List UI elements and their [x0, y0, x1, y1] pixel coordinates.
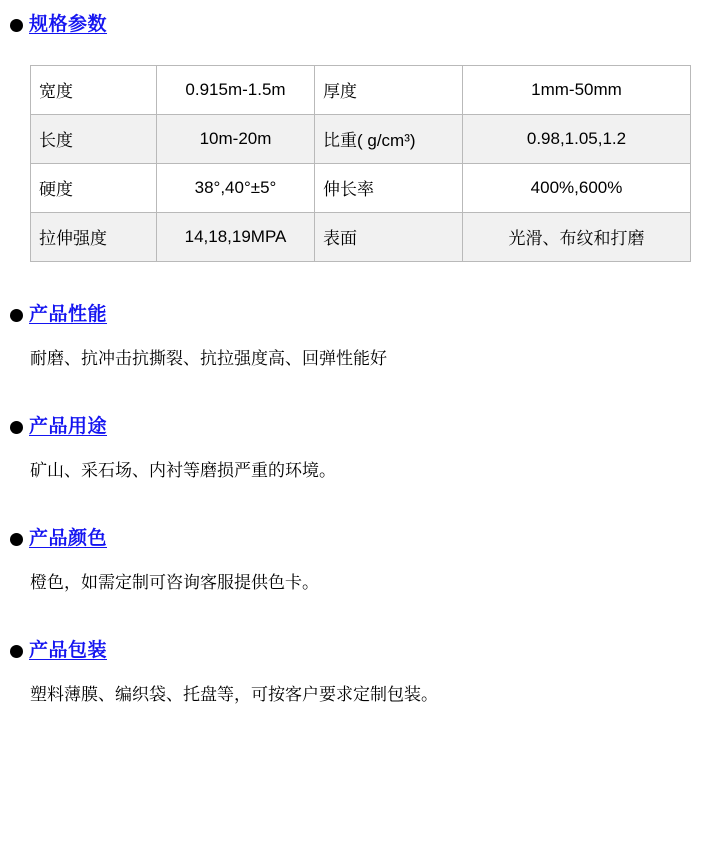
spec-label: 比重( g/cm³): [315, 114, 463, 163]
color-section-heading: [0, 528, 708, 551]
bullet-icon: [10, 309, 23, 322]
table-row: [31, 65, 691, 114]
performance-section-title: 产品性能: [29, 303, 108, 325]
bullet-icon: [10, 421, 23, 434]
usage-section-title: 产品用途: [29, 415, 108, 437]
spec-label: 伸长率: [315, 163, 463, 212]
spec-label: 厚度: [315, 65, 463, 114]
product-spec-page: [0, 14, 708, 843]
spec-label: 硬度: [31, 163, 157, 212]
spec-section: [0, 14, 708, 262]
packaging-section: [0, 640, 708, 708]
bullet-icon: [10, 19, 23, 32]
bullet-icon: [10, 645, 23, 658]
spec-value: 0.915m-1.5m: [157, 65, 315, 114]
spec-label: 拉伸强度: [31, 212, 157, 261]
spec-value: 光滑、布纹和打磨: [463, 212, 691, 261]
performance-section: [0, 304, 708, 372]
spec-section-title: 规格参数: [29, 14, 108, 35]
spec-label: 表面: [315, 212, 463, 261]
spec-table-wrapper: [30, 65, 690, 262]
spec-value: 400%,600%: [463, 163, 691, 212]
table-row: [31, 163, 691, 212]
bullet-icon: [10, 533, 23, 546]
performance-section-heading: [0, 304, 708, 327]
table-row: [31, 114, 691, 163]
packaging-section-title: 产品包装: [29, 639, 108, 661]
table-row: [31, 212, 691, 261]
spec-label: 宽度: [31, 65, 157, 114]
usage-section: [0, 416, 708, 484]
color-section: [0, 528, 708, 596]
color-section-title: 产品颜色: [29, 527, 108, 549]
spec-table: [30, 65, 691, 262]
usage-section-heading: [0, 416, 708, 439]
spec-label: 长度: [31, 114, 157, 163]
packaging-section-text: 塑料薄膜、编织袋、托盘等，可按客户要求定制包装。: [30, 684, 438, 704]
packaging-section-heading: [0, 640, 708, 663]
spec-section-heading: [0, 14, 708, 37]
spec-value: 10m-20m: [157, 114, 315, 163]
spec-value: 0.98,1.05,1.2: [463, 114, 691, 163]
spec-value: 38°,40°±5°: [157, 163, 315, 212]
usage-section-text: 矿山、采石场、内衬等磨损严重的环境。: [30, 460, 336, 480]
spec-value: 14,18,19MPA: [157, 212, 315, 261]
performance-section-text: 耐磨、抗冲击抗撕裂、抗拉强度高、回弹性能好: [30, 348, 387, 368]
color-section-text: 橙色，如需定制可咨询客服提供色卡。: [30, 572, 319, 592]
spec-value: 1mm-50mm: [463, 65, 691, 114]
